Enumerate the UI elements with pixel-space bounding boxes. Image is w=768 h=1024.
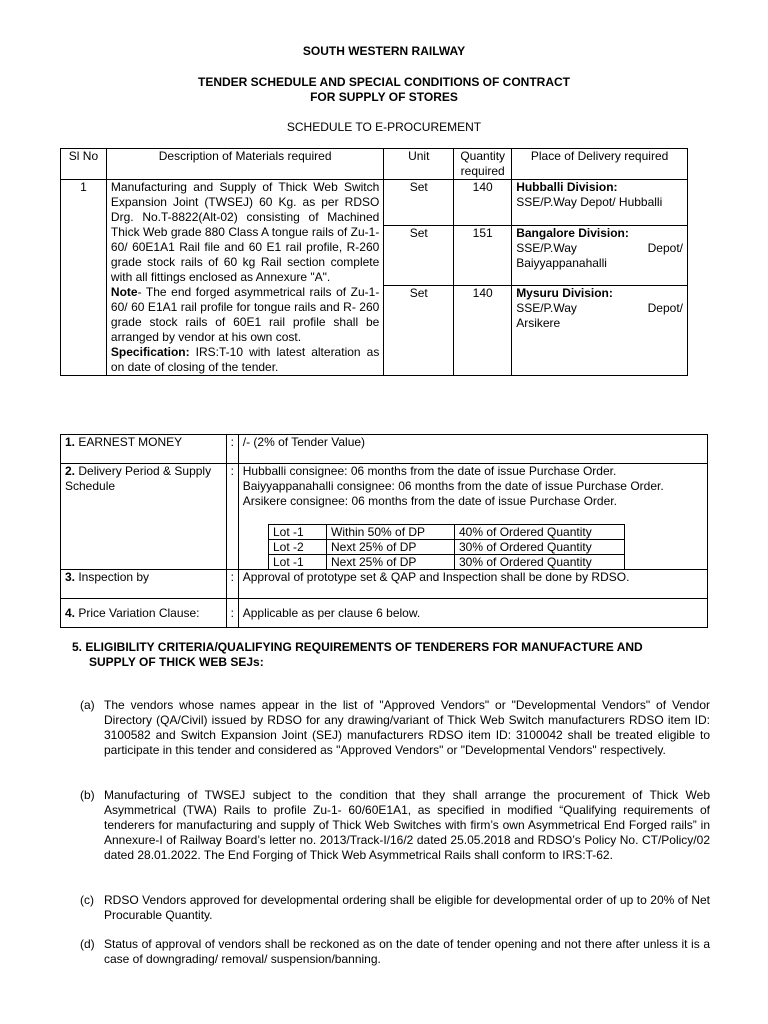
eligibility-item-c (80, 893, 710, 923)
lot-period: Within 50% of DP (327, 525, 455, 540)
qty-mysuru: 140 (472, 286, 493, 300)
depot-mysuru-name: Arsikere (516, 316, 561, 330)
item-text: Manufacturing of TWSEJ subject to the condition that they shall arrange the procurement of Thick Web Asymmetrical (TWA) Rails to profile Zu-1- 60/60E1A1, as specified in modified “Qualifying requirements of tenderers for manufacturing and supply of Thick Web Switches with firm’s own Asymmetrical End Forged rails” in Annexure-I of Railway Board’s letter no. 2013/Track-I/16/2 dated 25.05.2018 and RDSO’s Policy No. CT/Policy/02 dated 28.01.2022. The End Forging of Thick Web Asymmetrical Rails shall conform to IRS:T-62. (104, 788, 710, 862)
delivery-label-cell (61, 464, 227, 570)
qty-cell (454, 180, 512, 376)
inspection-value: Approval of prototype set & QAP and Inspection shall be done by RDSO. (238, 570, 707, 599)
delivery-line-hubballi: Hubballi consignee: 06 months from the date of issue Purchase Order. (242, 464, 617, 478)
doc-title-line2: FOR SUPPLY OF STORES (310, 90, 458, 104)
lot-row (269, 525, 625, 540)
earnest-colon: : (226, 435, 238, 464)
lot-quantity: 30% of Ordered Quantity (455, 555, 625, 570)
lot-name: Lot -1 (269, 525, 327, 540)
doc-title-line1: TENDER SCHEDULE AND SPECIAL CONDITIONS OF CONTRACT (197, 75, 570, 89)
item-label: (c) (80, 893, 94, 907)
unit-mysuru: Set (409, 286, 428, 300)
note-label: Note (110, 285, 138, 299)
item-label: (d) (80, 937, 95, 951)
delivery-num: 2. (65, 464, 76, 478)
item-text: The vendors whose names appear in the list of "Approved Vendors" or "Developmental Vendors" of Vendor Directory (QA/Civil) issued by RDSO for any drawing/variant of Thick Web Switch manufacturers RDSO item ID: 3100582 and Switch Expansion Joint (SEJ) manufacturers RDSO item ID: 3100042 shall be treated eligible to participate in this tender and considered as "Approved Vendors" or "Developmental Vendors" respectively. (104, 698, 710, 757)
place-mysuru (512, 286, 687, 331)
delivery-line-arsikere: Arsikere consignee: 06 months from the date of issue Purchase Order. (242, 494, 617, 508)
eligibility-heading-line2: SUPPLY OF THICK WEB SEJs: (89, 655, 264, 669)
item-text: RDSO Vendors approved for developmental ordering shall be eligible for developmental order of up to 20% of Net Procurable Quantity. (104, 893, 710, 922)
org-name: SOUTH WESTERN RAILWAY (302, 44, 466, 58)
description-cell (106, 180, 383, 376)
inspection-label: Inspection by (75, 570, 150, 584)
inspection-row (61, 570, 708, 599)
pvc-colon: : (226, 599, 238, 628)
description-main: Manufacturing and Supply of Thick Web Switch Expansion Joint (TWSEJ) 60 Kg. as per RDSO Drg. No.T-8822(Alt-02) consisting of Machined Thick Web grade 880 Class A tongue rails of Zu-1- 60/ 60E1A1 Rail file and 60 E1 rail profile, R-260 grade stock rails of 60 kg Rail section complete with all fittings enclosed as Annexure "A". (110, 180, 380, 284)
inspection-label-cell (61, 570, 227, 599)
eligibility-heading-line1: 5. ELIGIBILITY CRITERIA/QUALIFYING REQUIREMENTS OF TENDERERS FOR MANUFACTURE AND (72, 640, 643, 654)
pvc-label-cell (61, 599, 227, 628)
unit-cell (384, 180, 454, 376)
delivery-colon: : (226, 464, 238, 570)
spec-label: Specification: (110, 345, 190, 359)
depot-bangalore-b: Depot/ (647, 241, 683, 255)
header-place: Place of Delivery required (512, 149, 688, 180)
earnest-label-cell (61, 435, 227, 464)
place-bangalore (512, 226, 687, 286)
delivery-line-baiyyappanahalli: Baiyyappanahalli consignee: 06 months from the date of issue Purchase Order. (242, 479, 664, 493)
place-hubballi (512, 180, 687, 226)
header-quantity: Quantity required (454, 149, 512, 180)
item-label: (b) (80, 788, 95, 802)
eligibility-item-b (80, 788, 710, 863)
delivery-label: Delivery Period & Supply Schedule (65, 464, 212, 493)
sl-no-cell: 1 (61, 180, 107, 376)
lot-row (269, 555, 625, 570)
lot-quantity: 30% of Ordered Quantity (455, 540, 625, 555)
lot-period: Next 25% of DP (327, 555, 455, 570)
earnest-value: /- (2% of Tender Value) (238, 435, 707, 464)
earnest-row (61, 435, 708, 464)
schedule-table (60, 148, 688, 376)
unit-bangalore: Set (384, 226, 453, 286)
lot-name: Lot -2 (269, 540, 327, 555)
doc-subtitle: SCHEDULE TO E-PROCUREMENT (286, 120, 482, 134)
item-label: (a) (80, 698, 95, 712)
lot-period: Next 25% of DP (327, 540, 455, 555)
price-variation-row (61, 599, 708, 628)
depot-bangalore-name: Baiyyappanahalli (516, 256, 607, 270)
lot-row (269, 540, 625, 555)
item-text: Status of approval of vendors shall be reckoned as on the date of tender opening and not there after unless it is a case of downgrading/ removal/ suspension/banning. (104, 937, 710, 966)
qty-bangalore: 151 (454, 226, 511, 286)
header-sl-no: Sl No (61, 149, 107, 180)
inspection-num: 3. (65, 570, 76, 584)
eligibility-heading (72, 640, 712, 670)
unit-hubballi: Set (384, 180, 453, 226)
header-unit: Unit (384, 149, 454, 180)
qty-hubballi: 140 (454, 180, 511, 226)
note-text: - The end forged asymmetrical rails of Zu-1- 60/ 60 E1A1 rail profile for tongue rails and R- 260 grade stock rails of 60E1 rail profile shall be arranged by vendor at his own cost. (110, 285, 380, 344)
place-cell (512, 180, 688, 376)
eligibility-item-a (80, 698, 710, 758)
division-mysuru: Mysuru Division: (516, 286, 613, 300)
schedule-item-row (61, 180, 688, 376)
pvc-label: Price Variation Clause: (75, 605, 200, 620)
spec-text: IRS:T-10 with latest alteration as on date of closing of the tender. (110, 345, 380, 374)
earnest-num: 1. (65, 435, 76, 449)
depot-hubballi: SSE/P.Way Depot/ Hubballi (516, 195, 663, 209)
earnest-label: EARNEST MONEY (75, 435, 183, 449)
header-description: Description of Materials required (106, 149, 383, 180)
division-hubballi: Hubballi Division: (516, 180, 618, 194)
depot-mysuru-a: SSE/P.Way (516, 301, 577, 315)
pvc-value: Applicable as per clause 6 below. (238, 599, 707, 628)
depot-bangalore-a: SSE/P.Way (516, 241, 577, 255)
inspection-colon: : (226, 570, 238, 599)
eligibility-item-d (80, 937, 710, 967)
lot-quantity: 40% of Ordered Quantity (455, 525, 625, 540)
depot-mysuru-b: Depot/ (647, 301, 683, 315)
lot-schedule-table (268, 524, 625, 570)
division-bangalore: Bangalore Division: (516, 226, 629, 240)
pvc-num: 4. (65, 605, 76, 620)
schedule-header-row (61, 149, 688, 180)
lot-name: Lot -1 (269, 555, 327, 570)
